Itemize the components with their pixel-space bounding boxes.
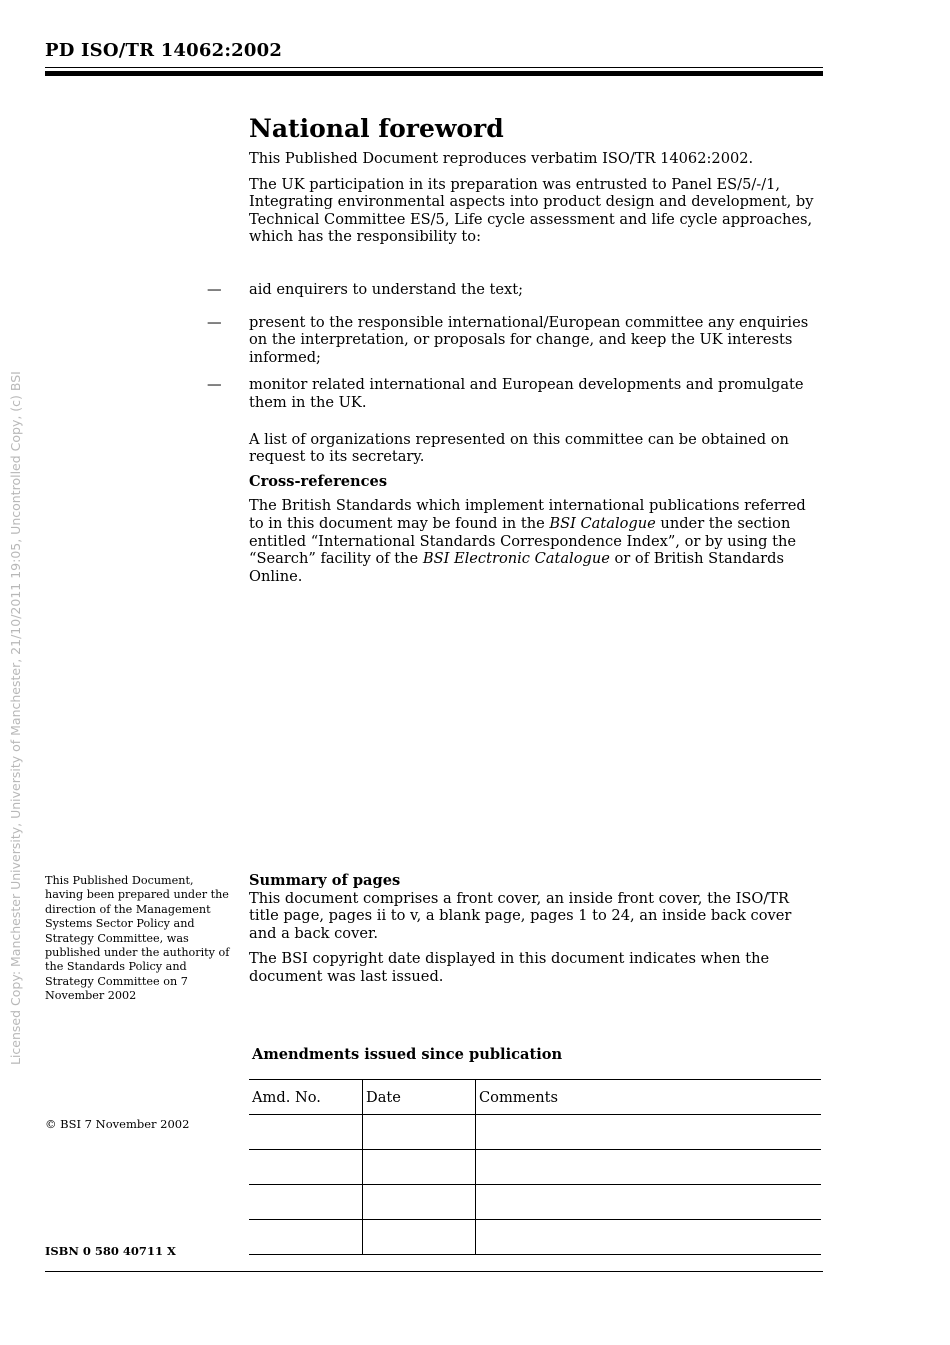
national-foreword	[207, 114, 823, 585]
list-item	[207, 376, 823, 411]
comments-cell	[476, 1150, 822, 1185]
copyright-line: © BSI 7 November 2002	[45, 1117, 190, 1131]
intro-paragraph: This Published Document reproduces verbatim ISO/TR 14062:2002.	[249, 150, 754, 167]
comments-cell	[476, 1185, 822, 1220]
list-item-text: present to the responsible international/European committee any enquiries on the interpretation, or proposals for change, and keep the UK interests informed;	[249, 313, 809, 366]
amd-no-cell	[249, 1150, 363, 1185]
table-row	[249, 1150, 821, 1185]
amd-no-cell	[249, 1220, 363, 1255]
summary-of-pages	[249, 872, 823, 986]
table-row	[249, 1115, 821, 1150]
table-row	[249, 1185, 821, 1220]
amendments-table	[249, 1079, 821, 1255]
table-row	[249, 1220, 821, 1255]
bsi-electronic-catalogue-title: BSI Electronic Catalogue	[422, 550, 610, 568]
date-cell	[363, 1115, 476, 1150]
amd-no-cell	[249, 1185, 363, 1220]
cross-references-paragraph	[249, 497, 823, 585]
dash-marker: —	[207, 313, 222, 331]
summary-heading: Summary of pages	[249, 872, 401, 889]
cross-references-heading: Cross-references	[249, 472, 388, 490]
comments-cell	[476, 1220, 822, 1255]
list-item-text: aid enquirers to understand the text;	[249, 280, 524, 298]
table-header-row	[249, 1080, 821, 1115]
comments-cell	[476, 1115, 822, 1150]
header-thick-rule	[45, 71, 823, 76]
participation-paragraph: The UK participation in its preparation was entrusted to Panel ES/5/-/1, Integrating environmental aspects into product design and development, by Technical Committee ES/5, Life cycle assessment and life cycle approaches, which has the responsibility to:	[249, 175, 814, 246]
document-code: PD ISO/TR 14062:2002	[45, 40, 283, 61]
date-cell	[363, 1220, 476, 1255]
list-item-text: monitor related international and European developments and promulgate them in the UK.	[249, 376, 804, 411]
copyright-date-note: The BSI copyright date displayed in this document indicates when the document was last issued.	[249, 950, 770, 985]
column-header-amd-no: Amd. No.	[249, 1080, 363, 1115]
license-watermark: Licensed Copy: Manchester University, University of Manchester, 21/10/2011 19:05, Uncontrolled Copy, (c) BSI	[8, 371, 23, 1065]
header-thin-rule	[45, 67, 823, 68]
date-cell	[363, 1185, 476, 1220]
summary-text: This document comprises a front cover, an inside front cover, the ISO/TR title page, pages ii to v, a blank page, pages 1 to 24, an inside back cover and a back cover.	[249, 889, 792, 942]
footer-rule	[45, 1271, 823, 1272]
isbn: ISBN 0 580 40711 X	[45, 1244, 176, 1258]
responsibility-list	[207, 280, 823, 412]
bsi-catalogue-title: BSI Catalogue	[549, 514, 656, 532]
list-item	[207, 280, 823, 299]
amd-no-cell	[249, 1115, 363, 1150]
dash-marker: —	[207, 280, 222, 298]
cross-ref-text: under the section entitled “International Standards Correspondence Index”, or by using the “Search” facility of the	[249, 514, 797, 568]
column-header-date: Date	[363, 1080, 476, 1115]
column-header-comments: Comments	[476, 1080, 822, 1115]
dash-marker: —	[207, 376, 222, 394]
page-title: National foreword	[249, 114, 504, 143]
cross-ref-text: The British Standards which implement international publications referred to in this document may be found in the	[249, 497, 806, 532]
list-item	[207, 313, 823, 367]
cross-ref-text: or of British Standards Online.	[249, 550, 784, 585]
amendments-heading: Amendments issued since publication	[252, 1046, 563, 1063]
committee-paragraph: A list of organizations represented on this committee can be obtained on request to its secretary.	[249, 430, 789, 466]
publication-note: This Published Document, having been prepared under the direction of the Management Systems Sector Policy and Strategy Committee, was published under the authority of the Standards Policy and Strategy Committee on 7 November 2002	[45, 874, 230, 1003]
date-cell	[363, 1150, 476, 1185]
